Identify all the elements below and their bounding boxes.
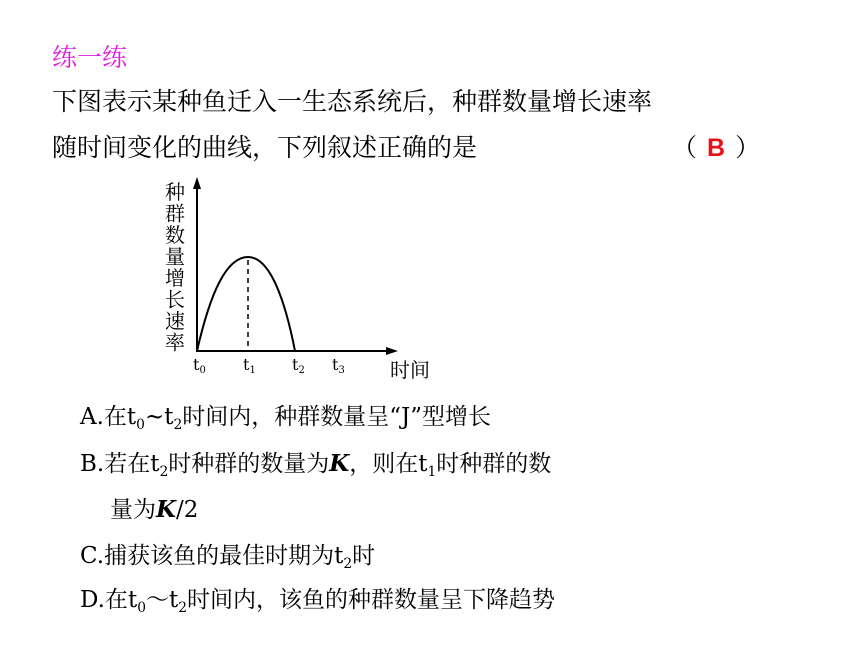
question-line-2: 随时间变化的曲线，下列叙述正确的是 <box>52 133 478 162</box>
question-line-1: 下图表示某种鱼迁入一生态系统后，种群数量增长速率 <box>52 87 653 116</box>
y-axis-label-char: 群 <box>165 201 185 226</box>
option-b-line-2: 量为K/2 <box>110 496 199 523</box>
x-axis-label: 时间 <box>390 358 430 382</box>
y-axis-label-char: 数 <box>165 223 185 247</box>
y-axis-label-char: 增 <box>165 266 185 290</box>
option-a: A.在$t_0\sim t_2$时间内，种群数量呈“J”型增长 <box>80 404 492 433</box>
y-axis-label-char: 种 <box>165 180 185 204</box>
heading: 练一练 <box>52 43 128 72</box>
paren-open: （ <box>672 133 698 162</box>
y-axis-label <box>165 180 185 355</box>
option-b: B.若在$t_2$时种群的数量为K，则在$t_1$时种群的数 <box>80 450 552 480</box>
y-axis-arrow <box>193 177 201 189</box>
x-tick-label: t0 <box>193 355 206 376</box>
paren-close: ） <box>735 133 761 162</box>
x-tick-label: t1 <box>243 355 256 376</box>
series-line <box>197 257 295 351</box>
y-axis-label-char: 率 <box>165 330 185 355</box>
y-axis-label-char: 长 <box>165 287 185 312</box>
y-axis-label-char: 量 <box>165 244 185 269</box>
y-axis-label-char: 速 <box>165 309 185 333</box>
x-tick-labels <box>193 355 345 376</box>
x-axis-arrow <box>386 347 398 355</box>
option-c: C.捕获该鱼的最佳时期为$t_2$时 <box>80 543 376 572</box>
x-tick-label: t3 <box>332 355 345 376</box>
x-tick-label: t2 <box>292 355 305 376</box>
option-d: D.在$t_0\sim t_2$时间内，该鱼的种群数量呈下降趋势 <box>80 587 555 616</box>
answer-letter: B <box>707 134 726 162</box>
